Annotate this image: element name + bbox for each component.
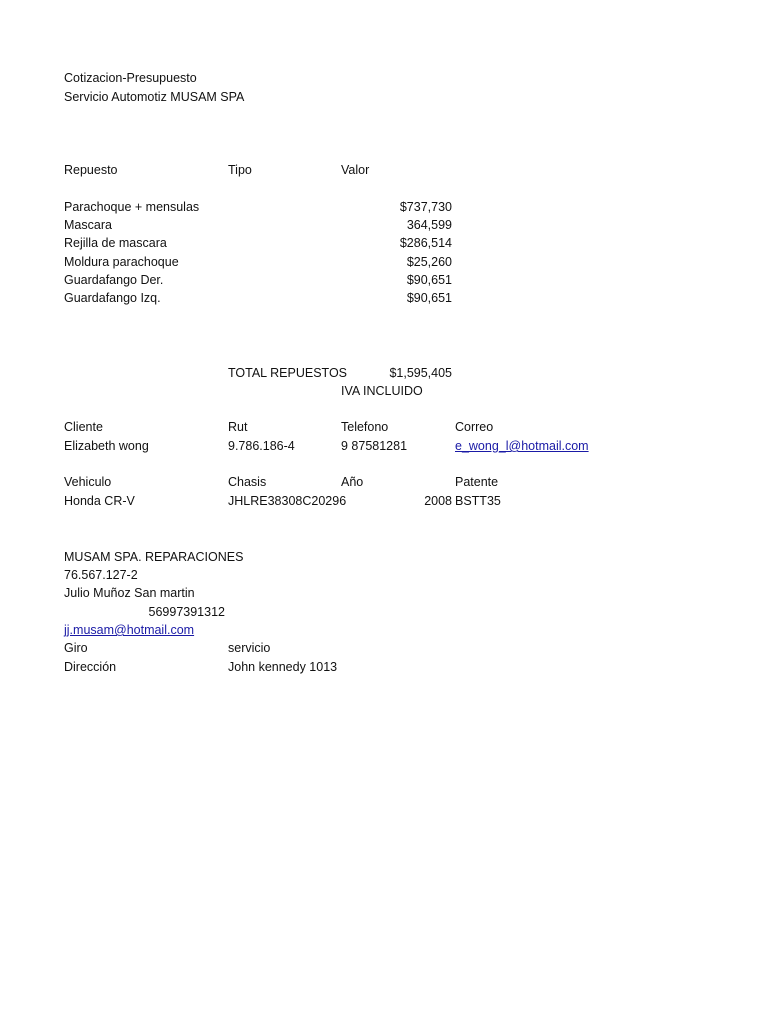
part-value: $90,651 [406,273,452,287]
vehicle-header-ano: Año [341,475,364,489]
client-header-rut: Rut [228,420,248,434]
part-name: Parachoque + mensulas [64,200,200,214]
column-header-tipo: Tipo [228,163,252,177]
client-header-cliente: Cliente [64,420,103,434]
part-value: $737,730 [399,200,452,214]
part-name: Moldura parachoque [64,255,179,269]
vehicle-year: 2008 [424,494,452,508]
column-header-valor: Valor [341,163,370,177]
vehicle-model: Honda CR-V [64,494,135,508]
vehicle-header-patente: Patente [455,475,499,489]
total-value: $1,595,405 [389,366,452,380]
giro-value: servicio [228,641,271,655]
client-rut: 9.786.186-4 [228,439,295,453]
client-header-correo: Correo [455,420,494,434]
part-name: Guardafango Izq. [64,291,161,305]
part-value: 364,599 [406,218,452,232]
part-name: Mascara [64,218,112,232]
document-title: Cotizacion-Presupuesto [64,71,197,85]
part-name: Rejilla de mascara [64,236,167,250]
company-email-link[interactable]: jj.musam@hotmail.com [64,623,195,637]
client-name: Elizabeth wong [64,439,149,453]
column-header-repuesto: Repuesto [64,163,118,177]
part-name: Guardafango Der. [64,273,164,287]
part-value: $90,651 [406,291,452,305]
part-value: $286,514 [399,236,452,250]
client-phone: 9 87581281 [341,439,408,453]
vehicle-plate: BSTT35 [455,494,501,508]
company-rut: 76.567.127-2 [64,568,138,582]
address-value: John kennedy 1013 [228,660,338,674]
vehicle-header-vehiculo: Vehiculo [64,475,112,489]
giro-label: Giro [64,641,88,655]
company-phone: 56997391312 [148,605,225,619]
company-name: MUSAM SPA. REPARACIONES [64,550,244,564]
vehicle-chassis: JHLRE38308C20296 [228,494,347,508]
iva-note: IVA INCLUIDO [341,384,423,398]
vehicle-header-chasis: Chasis [228,475,267,489]
part-value: $25,260 [406,255,452,269]
client-header-telefono: Telefono [341,420,389,434]
client-email-link[interactable]: e_wong_l@hotmail.com [455,439,589,453]
document-subtitle: Servicio Automotiz MUSAM SPA [64,90,245,104]
total-label: TOTAL REPUESTOS [228,366,348,380]
company-contact: Julio Muñoz San martin [64,586,195,600]
address-label: Dirección [64,660,117,674]
